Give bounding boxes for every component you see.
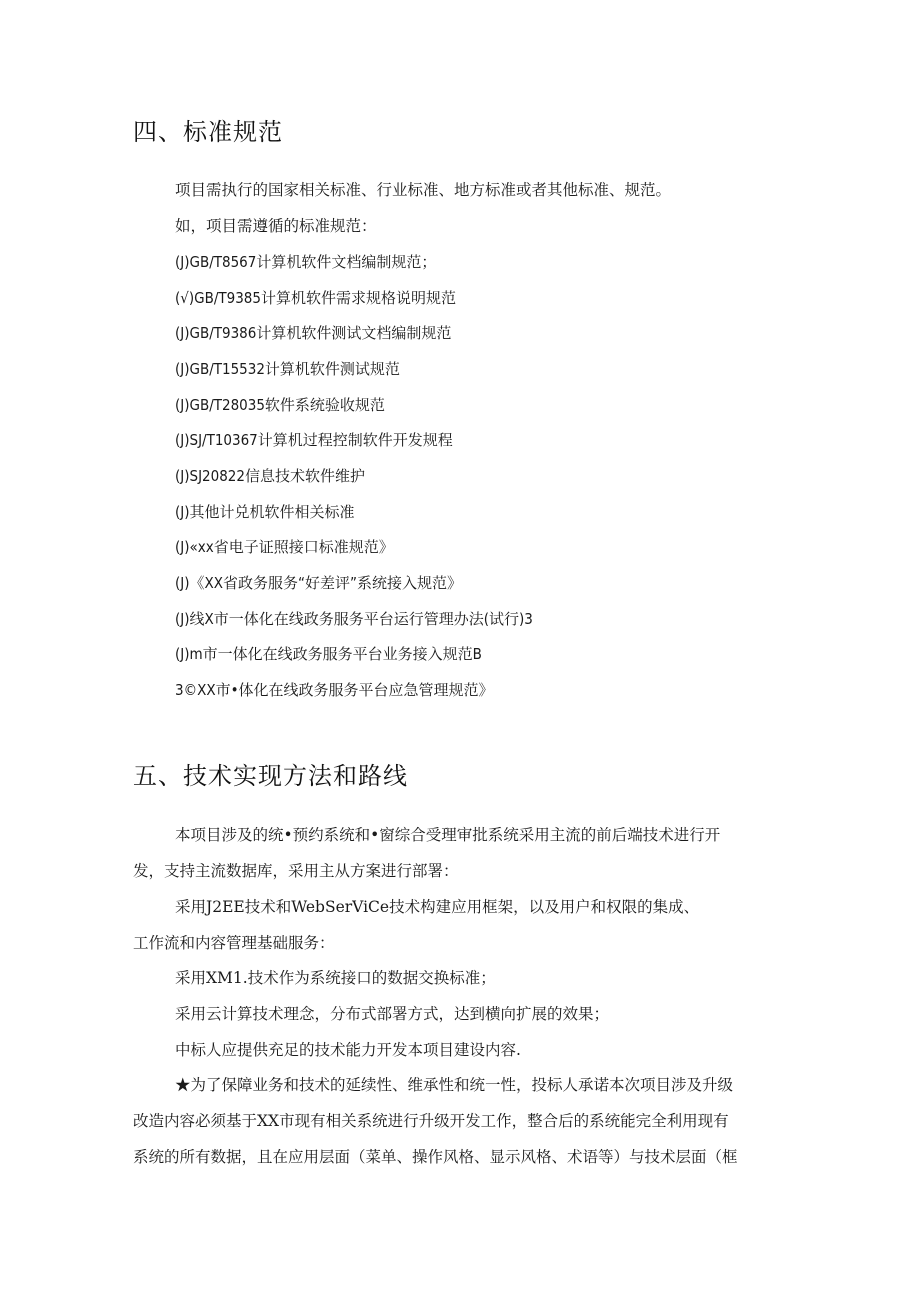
standard-item: (J)SJ20822信息技术软件维护: [175, 467, 365, 485]
section-5-heading: 五、技术实现方法和路线: [133, 762, 408, 790]
standard-item: (J)《XX省政务服务“好差评”系统接入规范》: [175, 574, 462, 592]
section-5-paragraph: 采用J2EE技术和WebSerViCe技术构建应用框架，以及用户和权限的集成、: [175, 898, 700, 916]
standard-item: (J)SJ/T10367计算机过程控制软件开发规程: [175, 431, 453, 449]
section-5-paragraph: 采用XM1.技术作为系统接口的数据交换标准；: [175, 969, 496, 987]
section-5-paragraph: 改造内容必须基于XX市现有相关系统进行升级开发工作，整合后的系统能完全利用现有: [133, 1112, 729, 1130]
section-5-paragraph: 系统的所有数据，且在应用层面（菜单、操作风格、显示风格、术语等）与技术层面（框: [133, 1148, 738, 1166]
standard-item: (J)«xx省电子证照接口标准规范》: [175, 538, 394, 556]
section-5-paragraph: 中标人应提供充足的技术能力开发本项目建设内容.: [175, 1041, 521, 1059]
section-4-heading: 四、标准规范: [133, 118, 283, 146]
section-5-paragraph: 工作流和内容管理基础服务：: [133, 934, 335, 952]
standard-item: 3©XX市•体化在线政务服务平台应急管理规范》: [175, 681, 494, 699]
standard-item: (J)GB/T28035软件系统验收规范: [175, 396, 385, 414]
standard-item: (J)GB/T8567计算机软件文档编制规范；: [175, 253, 437, 271]
section-4-intro: 项目需执行的国家相关标准、行业标准、地方标准或者其他标准、规范。: [175, 181, 672, 199]
standard-item: (J)线X市一体化在线政务服务平台运行管理办法(试行)3: [175, 610, 533, 628]
standard-item: (J)GB/T15532计算机软件测试规范: [175, 360, 400, 378]
section-5-paragraph: 采用云计算技术理念，分布式部署方式，达到横向扩展的效果；: [175, 1005, 610, 1023]
section-5-paragraph: 发，支持主流数据库，采用主从方案进行部署：: [133, 862, 459, 880]
section-5-paragraph: ★为了保障业务和技术的延续性、维承性和统一性，投标人承诺本次项目涉及升级: [175, 1076, 734, 1094]
standard-item: (J)GB/T9386计算机软件测试文档编制规范: [175, 324, 452, 342]
standard-item: (√)GB/T9385计算机软件需求规格说明规范: [175, 289, 456, 307]
section-4-lead: 如，项目需遵循的标准规范：: [175, 217, 377, 235]
standard-item: (J)其他计兑机软件相关标准: [175, 503, 355, 521]
standard-item: (J)m市一体化在线政务服务平台业务接入规范B: [175, 645, 482, 663]
section-5-paragraph: 本项目涉及的统•预约系统和•窗综合受理审批系统采用主流的前后端技术进行开: [175, 826, 721, 844]
